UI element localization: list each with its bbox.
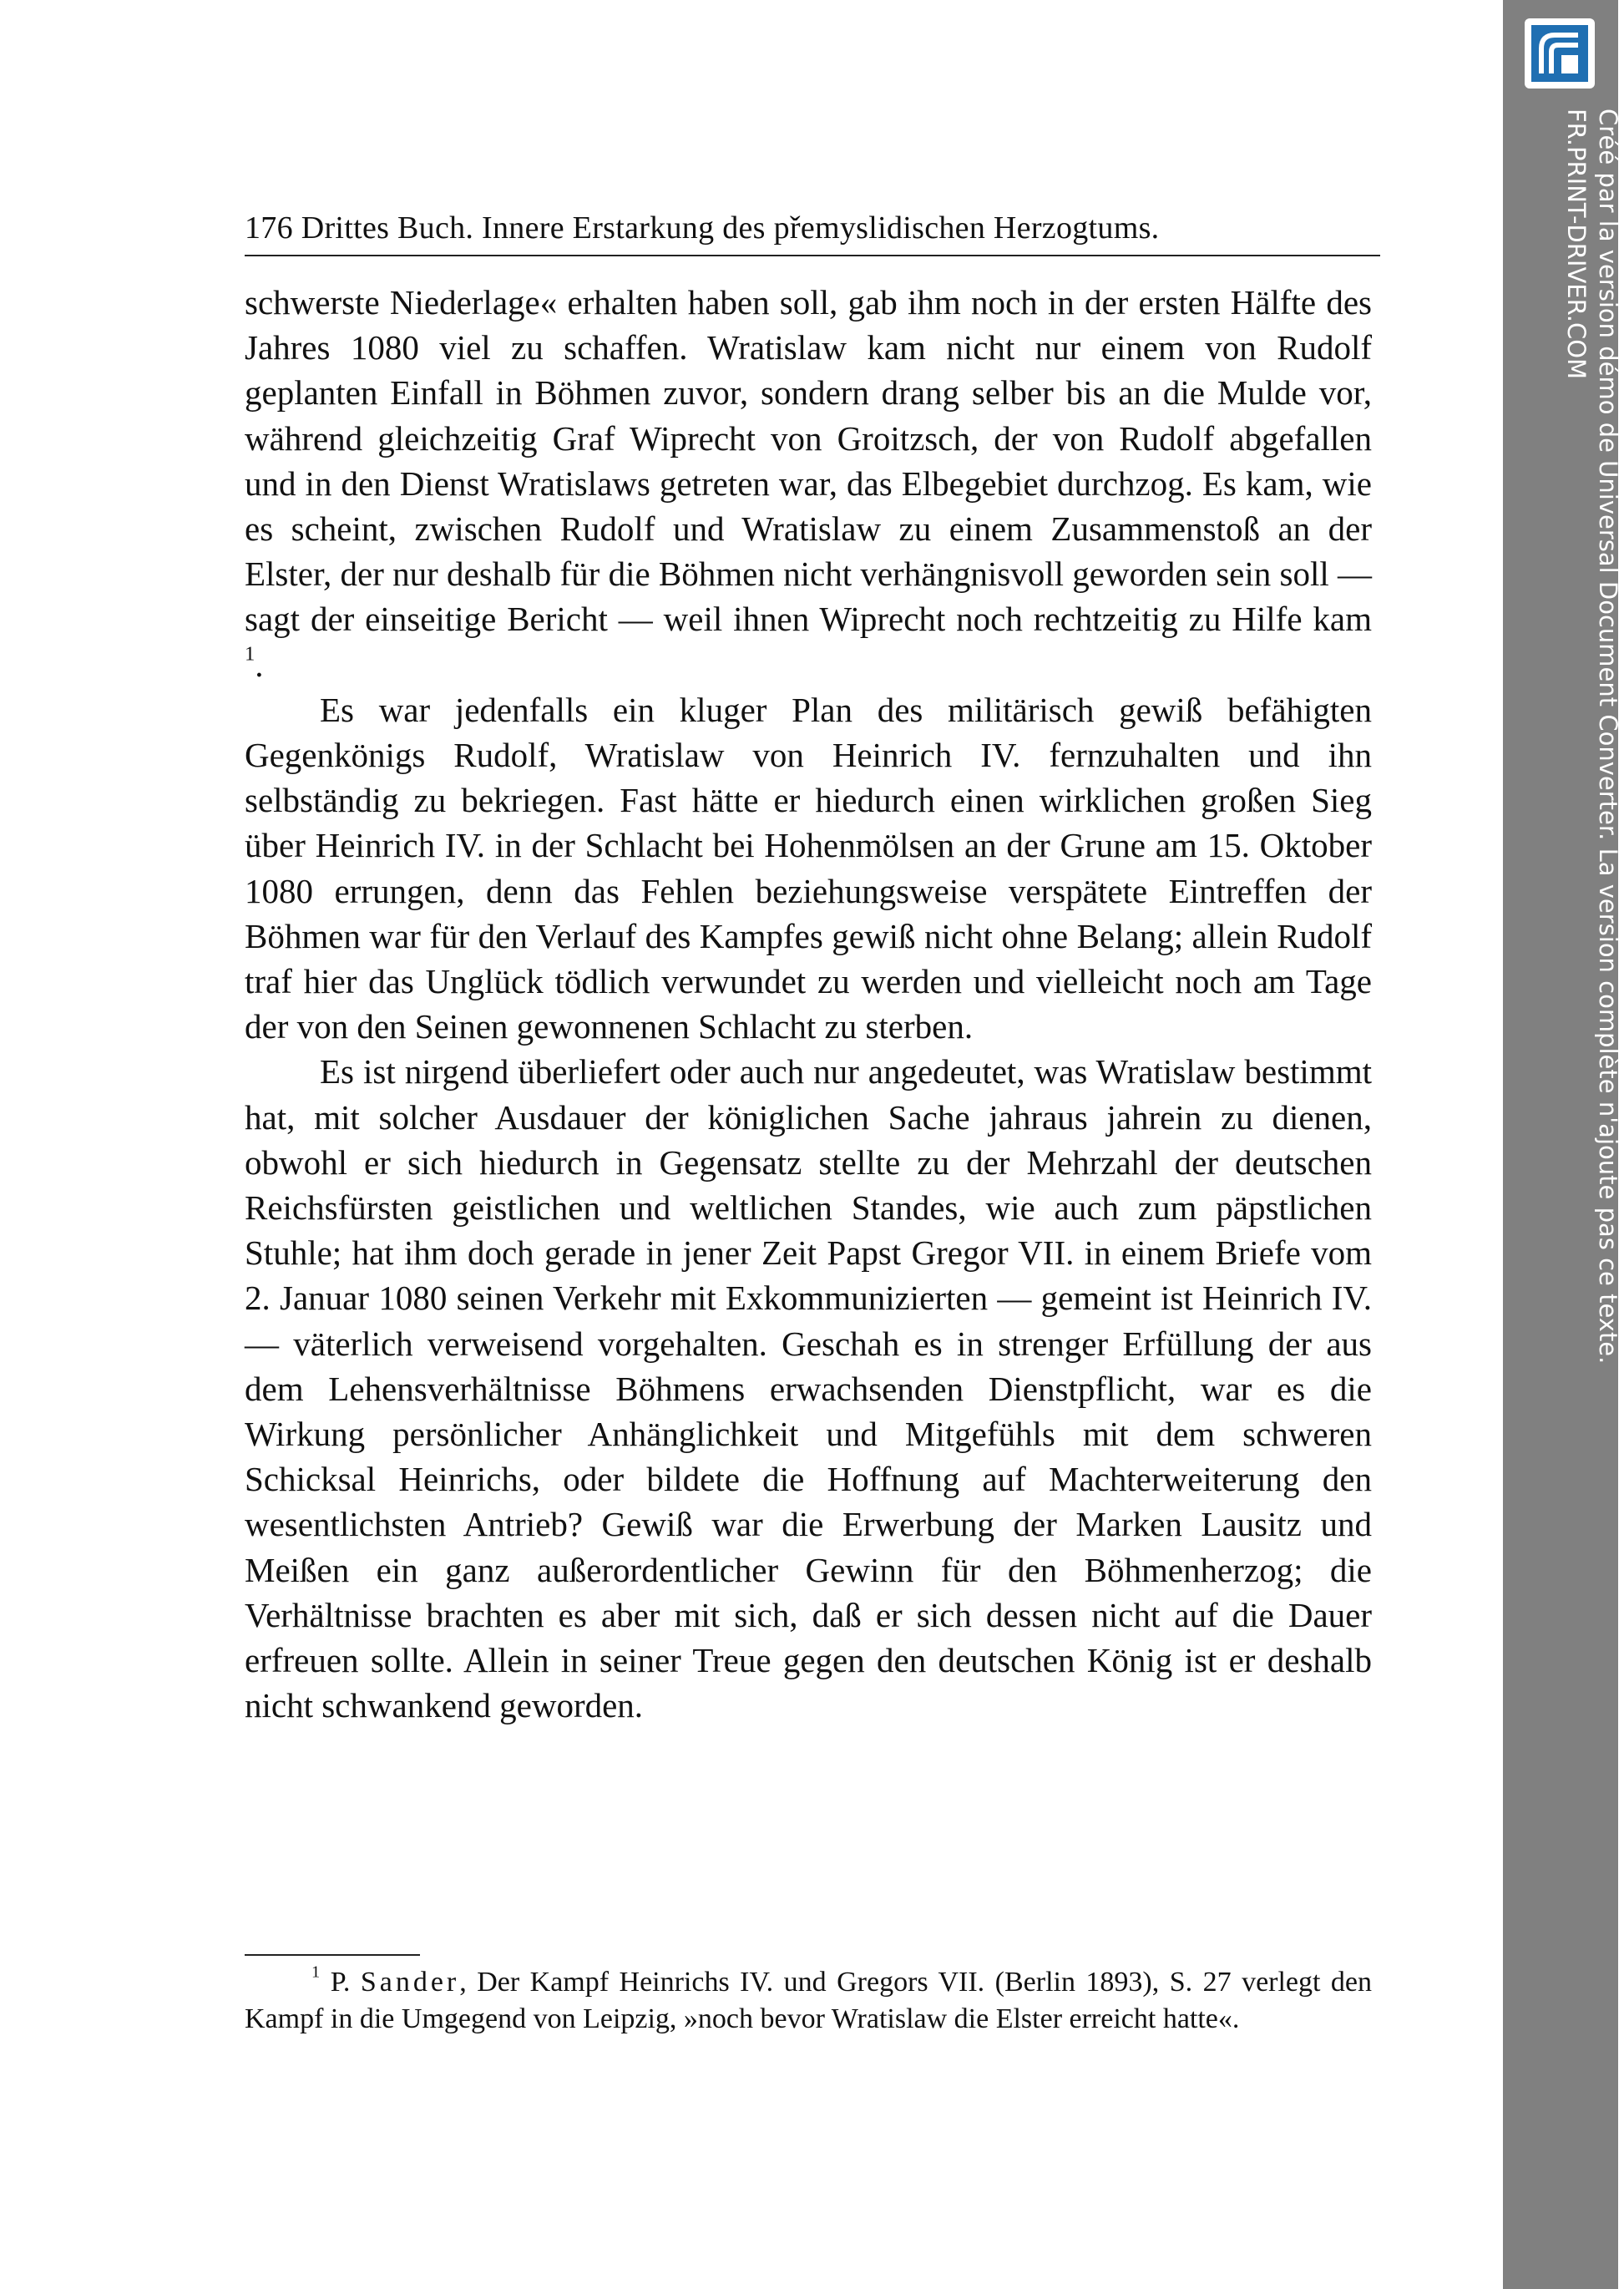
footnote-author: Sander — [360, 1967, 460, 1998]
footnote-mark: 1 — [311, 1962, 321, 1982]
paragraph-1-end: . — [255, 645, 264, 684]
footnote-reference: 1 — [245, 641, 255, 665]
footnote-author-initial: P. — [330, 1967, 351, 1998]
paragraph-2: Es war jedenfalls ein kluger Plan des militärisch gewiß befähigten Gegenkönigs Rudolf, Wratislaw von Heinrich IV. fernzuhalten und ihn selbständig zu bekriegen. Fast hätte er hiedurch einen wirklichen großen Sieg über Heinrich IV. in der Schlacht bei Hohenmölsen an der Grune am 15. Oktober 1080 errungen, denn das Fehlen beziehungsweise verspätete Eintreffen der Böhmen war für den Verlauf des Kampfes gewiß nicht ohne Belang; allein Rudolf traf hier das Unglück tödlich verwundet zu werden und vielleicht noch am Tage der von den Seinen gewonnenen Schlacht zu sterben. — [245, 690, 1372, 1046]
watermark-line-1: Créé par la version démo de Universal Document Converter. La version complète n'ajoute pas ce texte. — [1594, 109, 1622, 1365]
body-text — [245, 280, 1372, 1729]
watermark-sidebar — [1503, 0, 1622, 2289]
footnote-rule — [245, 1954, 420, 1956]
running-header: 176 Drittes Buch. Innere Erstarkung des přemyslidischen Herzogtums. — [245, 210, 1160, 246]
header-rule — [245, 255, 1380, 256]
universal-document-converter-logo-icon[interactable] — [1525, 18, 1595, 89]
watermark-line-2: FR.PRINT-DRIVER.COM — [1562, 109, 1591, 380]
footnote — [245, 1964, 1372, 2038]
paragraph-3: Es ist nirgend überliefert oder auch nur angedeutet, was Wratislaw bestimmt hat, mit solcher Ausdauer der königlichen Sache jahraus jahrein zu dienen, obwohl er sich hiedurch in Gegensatz stellte zu der Mehrzahl der deutschen Reichsfürsten geistlichen und weltlichen Standes, wie auch zum päpstlichen Stuhle; hat ihm doch gerade in jener Zeit Papst Gregor VII. in einem Briefe vom 2. Januar 1080 seinen Verkehr mit Exkommunizierten — gemeint ist Heinrich IV. — väterlich verweisend vorgehalten. Geschah es in strenger Erfüllung der aus dem Lehensverhältnisse Böhmens erwachsenden Dienstpflicht, war es die Wirkung persönlicher Anhänglichkeit und Mitgefühls mit dem schweren Schicksal Heinrichs, oder bildete die Hoffnung auf Machterweiterung den wesentlichsten Antrieb? Gewiß war die Erwerbung der Marken Lausitz und Meißen ein ganz außerordentlicher Gewinn für den Böhmenherzog; die Verhältnisse brachten es aber mit sich, daß er sich dessen nicht auf die Dauer erfreuen sollte. Allein in seiner Treue gegen den deutschen König ist er deshalb nicht schwankend geworden. — [245, 1052, 1372, 1725]
paragraph-1 — [245, 280, 1372, 687]
watermark-text — [1561, 109, 1624, 1364]
paragraph-1-text: schwerste Niederlage« erhalten haben soll, gab ihm noch in der ersten Hälfte des Jahres 1080 viel zu schaffen. Wratislaw kam nicht nur einem von Rudolf geplanten Einfall in Böhmen zuvor, sondern drang selber bis an die Mulde vor, während gleichzeitig Graf Wiprecht von Groitzsch, der von Rudolf abgefallen und in den Dienst Wratislaws getreten war, das Elbegebiet durchzog. Es kam, wie es scheint, zwischen Rudolf und Wratislaw zu einem Zusammenstoß an der Elster, der nur deshalb für die Böhmen nicht verhängnisvoll geworden sein soll — sagt der einseitige Bericht — weil ihnen Wiprecht noch rechtzeitig zu Hilfe kam — [245, 283, 1372, 639]
footnote-text: , Der Kampf Heinrichs IV. und Gregors VII. (Berlin 1893), S. 27 verlegt den Kampf in die Umgegend von Leipzig, »noch bevor Wratislaw die Elster erreicht hatte«. — [245, 1967, 1373, 2034]
